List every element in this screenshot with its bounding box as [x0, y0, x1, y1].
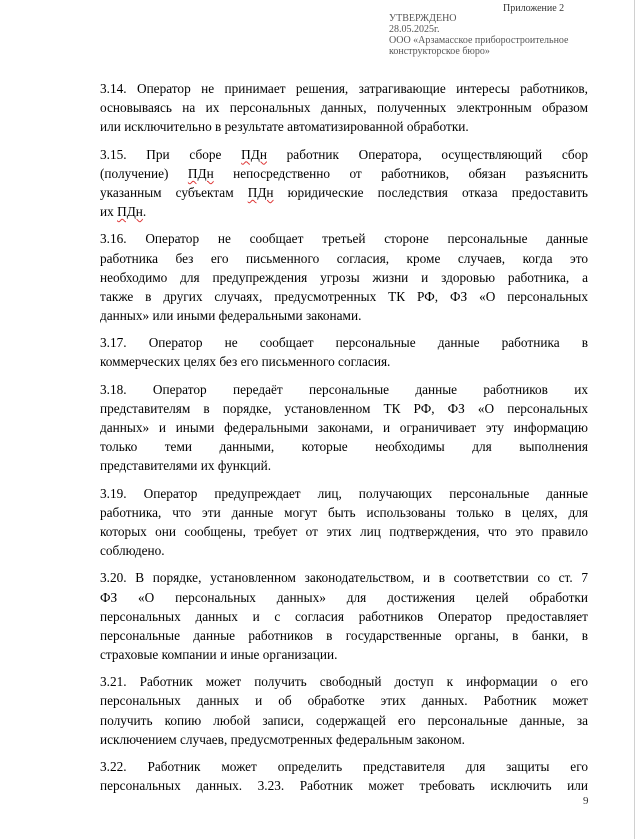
- document-body: [100, 79, 588, 803]
- text-line: персональные данные работников в государственные органы, в банки, в: [100, 627, 588, 643]
- paragraph-3-20: [100, 568, 588, 664]
- text-line: представителями их функций.: [100, 458, 272, 474]
- text-line: 3.20. В порядке, установленном законодательством, и в соответствии со ст. 7: [100, 570, 588, 586]
- text-line: страховые компании и иные организации.: [100, 647, 338, 663]
- text-line: персональных данных. 3.23. Работник может требовать исключить или: [100, 778, 588, 794]
- text-line: только теми данными, которые необходимы для выполнения: [100, 439, 588, 455]
- text-line: их ПДн.: [100, 204, 147, 220]
- spellcheck-word: ПДн: [241, 146, 267, 162]
- text-line: основываясь на их персональных данных, полученных электронным образом: [100, 100, 588, 116]
- text-line: данных» и иными федеральными законами, и ограничивает эту информацию: [100, 420, 588, 435]
- text-line: работника, что эти данные могут быть использованы только в целях, для: [100, 504, 588, 520]
- text-line: (получение) ПДн непосредственно от работников, обязан разъяснить: [100, 165, 588, 181]
- annex-label: Приложение 2: [503, 3, 565, 14]
- text-line: ФЗ «О персональных данных» для достижения целей обработки: [100, 589, 588, 605]
- text-line: данных» или иными федеральными законами.: [100, 308, 362, 324]
- paragraph-3-19: [100, 484, 588, 561]
- organization-name-line1: ООО «Арзамасское приборостроительное: [389, 35, 569, 46]
- text-line: соблюдено.: [100, 543, 165, 559]
- paragraph-3-17: [100, 333, 588, 371]
- approved-label: УТВЕРЖДЕНО: [389, 13, 457, 24]
- text-line: 3.15. При сборе ПДн работник Оператора, осуществляющий сбор: [100, 146, 588, 162]
- text-line: 3.21. Работник может получить свободный доступ к информации о его: [100, 674, 588, 690]
- paragraph-3-21: [100, 672, 588, 749]
- approval-stamp: [389, 13, 619, 57]
- text-line: 3.17. Оператор не сообщает персональные данные работника в: [100, 335, 588, 351]
- spellcheck-word: ПДн: [117, 204, 143, 220]
- approval-date: 28.05.2025г.: [389, 24, 440, 35]
- text-line: персональных данных и с согласия работников Оператор предоставляет: [100, 608, 588, 624]
- text-line: получить копию любой записи, содержащей его персональные данные, за: [100, 712, 588, 728]
- text-line: или исключительно в результате автоматизированной обработки.: [100, 119, 469, 135]
- paragraph-3-16: [100, 229, 588, 325]
- spellcheck-word: ПДн: [247, 184, 274, 200]
- text-line: также в других случаях, предусмотренных ТК РФ, ФЗ «О персональных: [100, 288, 588, 304]
- text-line: коммерческих целях без его письменного согласия.: [100, 354, 391, 370]
- paragraph-3-18: [100, 380, 588, 476]
- text-line: 3.14. Оператор не принимает решения, затрагивающие интересы работников,: [100, 81, 588, 96]
- text-line: персональных данных и об обработке этих данных. Работник может: [100, 693, 588, 709]
- organization-name-line2: конструкторское бюро»: [389, 46, 490, 57]
- text-line: представителям в порядке, установленном ТК РФ, ФЗ «О персональных: [100, 400, 588, 416]
- text-line: работника без его письменного согласия, кроме случаев, когда это: [100, 250, 588, 266]
- text-line: 3.22. Работник может определить представителя для защиты его: [100, 759, 588, 774]
- page-number: 9: [583, 795, 589, 807]
- paragraph-3-22: [100, 757, 588, 795]
- text-line: необходимо для предупреждения угрозы жизни и здоровью работника, а: [100, 269, 588, 285]
- text-line: 3.19. Оператор предупреждает лиц, получающих персональные данные: [100, 485, 588, 501]
- spellcheck-word: ПДн: [187, 165, 214, 181]
- text-line: указанным субъектам ПДн юридические последствия отказа предоставить: [100, 184, 588, 200]
- paragraph-3-14: [100, 79, 588, 137]
- text-line: 3.18. Оператор передаёт персональные данные работников их: [100, 381, 588, 397]
- paragraph-3-15: [100, 145, 588, 222]
- text-line: исключением случаев, предусмотренных федеральным законом.: [100, 731, 465, 747]
- text-line: 3.16. Оператор не сообщает третьей стороне персональные данные: [100, 231, 588, 247]
- text-line: которых они сообщены, требует от этих лиц подтверждения, что это правило: [100, 523, 588, 539]
